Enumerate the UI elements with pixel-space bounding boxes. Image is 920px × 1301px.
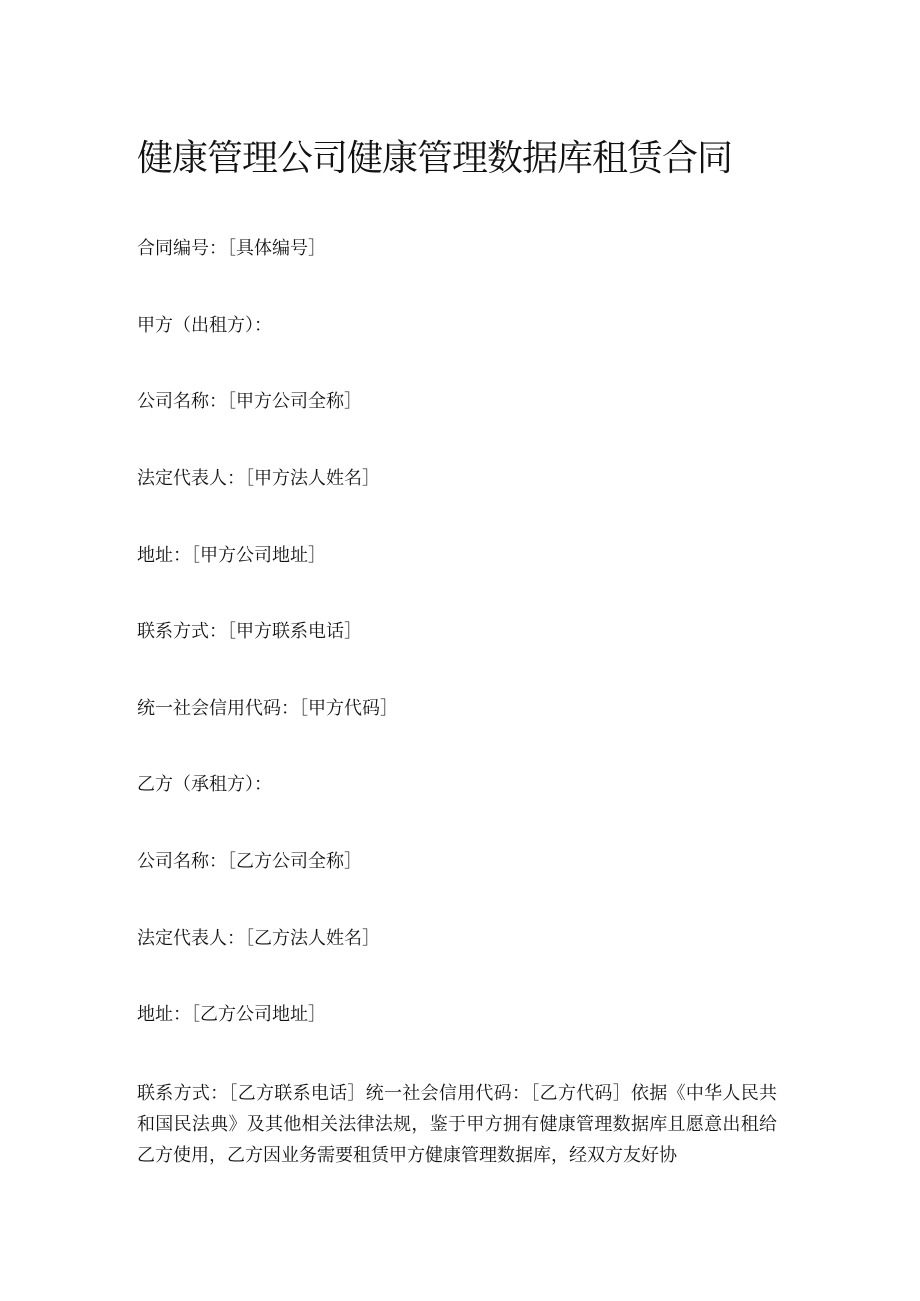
party-a-legal-representative: 法定代表人：［甲方法人姓名］	[137, 468, 380, 489]
party-b-legal-representative: 法定代表人：［乙方法人姓名］	[137, 928, 380, 949]
party-a-credit-code: 统一社会信用代码：［甲方代码］	[137, 698, 398, 719]
party-b-company-name: 公司名称：［乙方公司全称］	[137, 851, 362, 872]
party-a-company-name: 公司名称：［甲方公司全称］	[137, 391, 362, 412]
document-title: 健康管理公司健康管理数据库租赁合同	[137, 138, 733, 179]
party-a-heading: 甲方（出租方）：	[137, 315, 272, 336]
party-a-contact: 联系方式：［甲方联系电话］	[137, 621, 362, 642]
contract-preamble-paragraph: 联系方式：［乙方联系电话］统一社会信用代码：［乙方代码］依据《中华人民共和国民法典》及其他相关法律法规，鉴于甲方拥有健康管理数据库且愿意出租给乙方使用，乙方因业务需要租赁甲方健康管理数据库，经双方友好协	[137, 1083, 777, 1166]
party-a-address: 地址：［甲方公司地址］	[137, 545, 326, 566]
contract-number-field: 合同编号：［具体编号］	[137, 238, 326, 259]
party-b-address: 地址：［乙方公司地址］	[137, 1004, 326, 1025]
party-b-heading: 乙方（承租方）：	[137, 774, 272, 795]
